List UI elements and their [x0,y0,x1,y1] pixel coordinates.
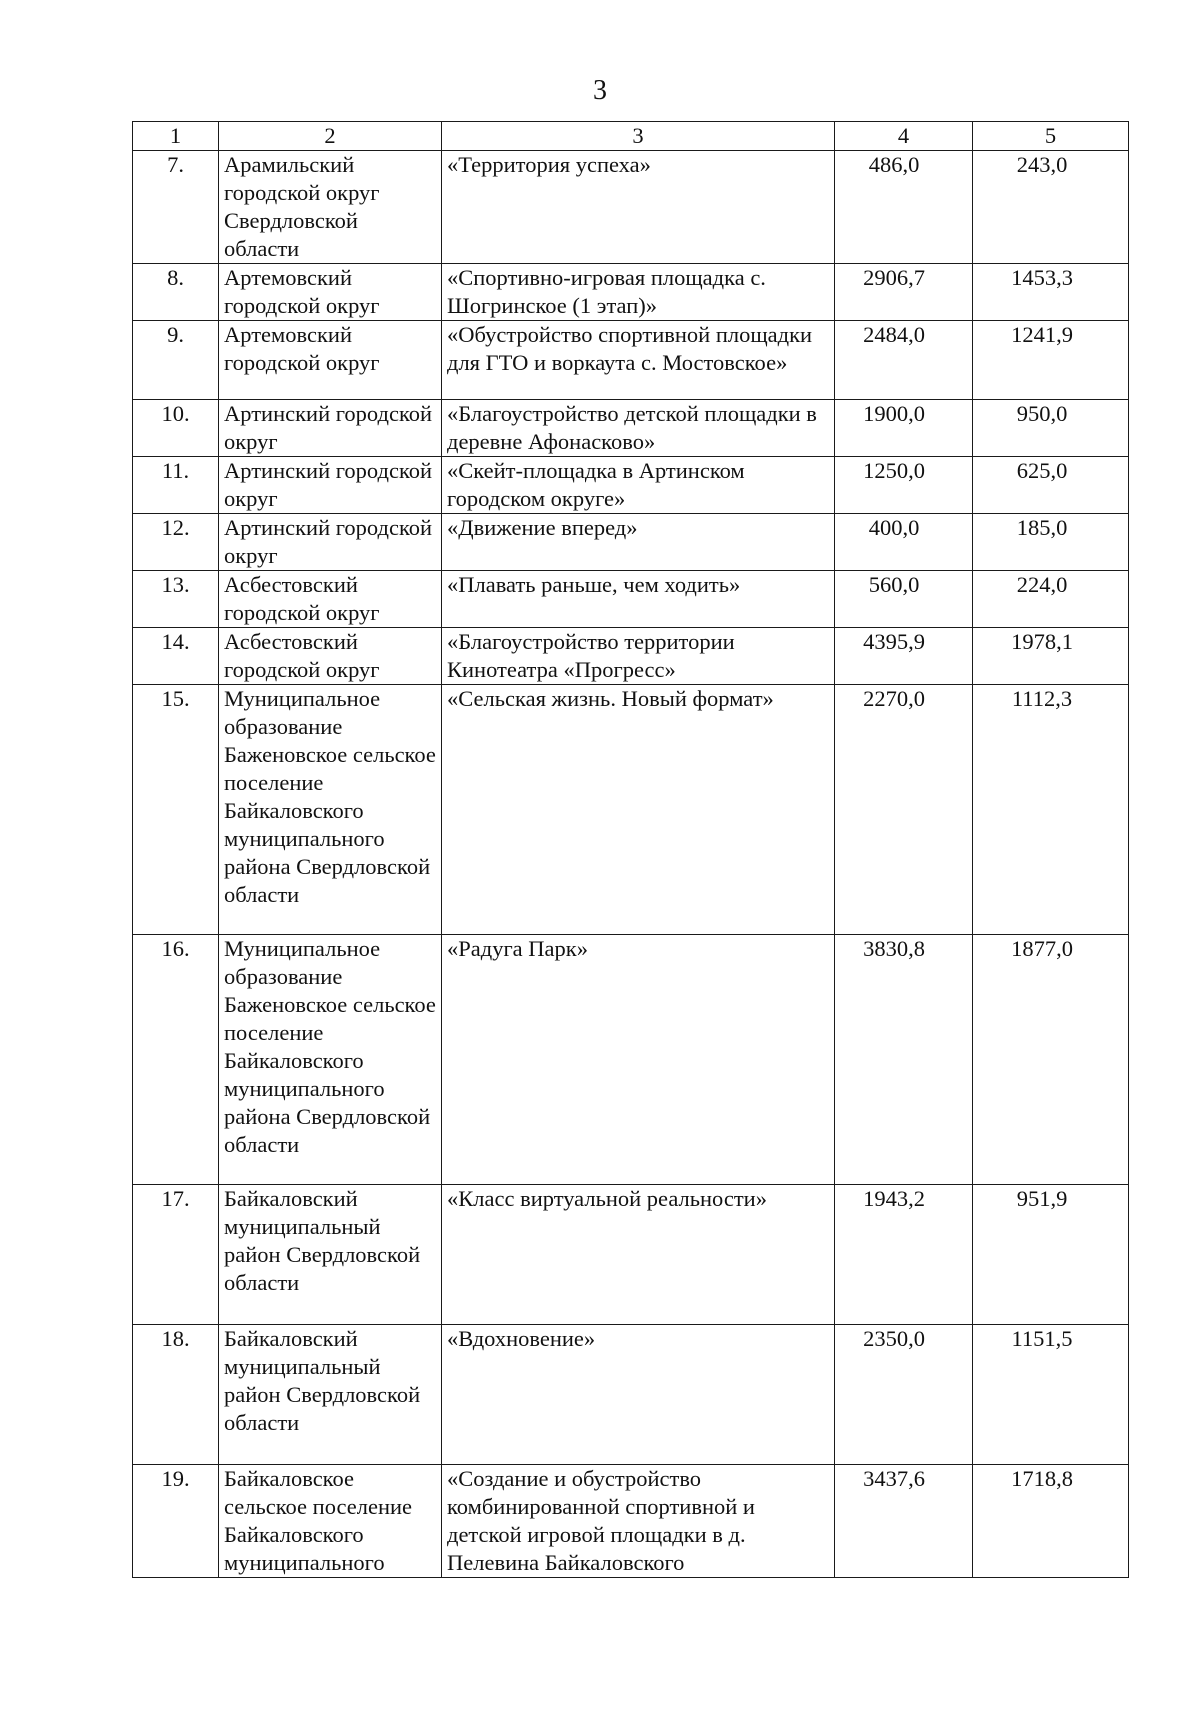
row-number: 12. [133,514,219,571]
project-name: «Обустройство спортивной площадки для ГТО и воркаута с. Мостовское» [442,321,835,400]
row-number: 11. [133,457,219,514]
municipality-name: Асбестовский городской округ [219,571,442,628]
table-row [133,1185,1129,1325]
col4-value: 3437,6 [835,1465,973,1578]
row-number: 19. [133,1465,219,1578]
table-row [133,457,1129,514]
project-name: «Благоустройство территории Кинотеатра «Прогресс» [442,628,835,685]
col5-value: 625,0 [973,457,1129,514]
col5-value: 1112,3 [973,685,1129,935]
municipality-name: Артинский городской округ [219,457,442,514]
municipality-name: Байкаловский муниципальный район Свердловской области [219,1325,442,1465]
table-row [133,514,1129,571]
project-name: «Благоустройство детской площадки в деревне Афонасково» [442,400,835,457]
project-name: «Вдохновение» [442,1325,835,1465]
row-number: 7. [133,151,219,264]
project-name: «Класс виртуальной реальности» [442,1185,835,1325]
col5-value: 951,9 [973,1185,1129,1325]
col4-value: 3830,8 [835,935,973,1185]
grants-table [132,121,1129,1578]
project-name: «Движение вперед» [442,514,835,571]
project-name: «Радуга Парк» [442,935,835,1185]
municipality-name: Муниципальное образование Баженовское сельское поселение Байкаловского муниципального района Свердловской области [219,935,442,1185]
table-row [133,400,1129,457]
table-row [133,628,1129,685]
municipality-name: Артинский городской округ [219,514,442,571]
project-name: «Плавать раньше, чем ходить» [442,571,835,628]
table-row [133,685,1129,935]
municipality-name: Артемовский городской округ [219,321,442,400]
col5-value: 1151,5 [973,1325,1129,1465]
header-col-1: 1 [133,122,219,151]
table-row [133,264,1129,321]
col4-value: 2484,0 [835,321,973,400]
municipality-name: Муниципальное образование Баженовское сельское поселение Байкаловского муниципального района Свердловской области [219,685,442,935]
col4-value: 1943,2 [835,1185,973,1325]
col4-value: 1900,0 [835,400,973,457]
row-number: 8. [133,264,219,321]
project-name: «Создание и обустройство комбинированной спортивной и детской игровой площадки в д. Пелевина Байкаловского [442,1465,835,1578]
municipality-name: Артемовский городской округ [219,264,442,321]
municipality-name: Артинский городской округ [219,400,442,457]
col4-value: 486,0 [835,151,973,264]
col4-value: 2270,0 [835,685,973,935]
col4-value: 560,0 [835,571,973,628]
table-row [133,1325,1129,1465]
table-row [133,151,1129,264]
project-name: «Сельская жизнь. Новый формат» [442,685,835,935]
page-number: 3 [593,75,607,106]
col5-value: 185,0 [973,514,1129,571]
row-number: 10. [133,400,219,457]
col4-value: 2906,7 [835,264,973,321]
col5-value: 1877,0 [973,935,1129,1185]
municipality-name: Байкаловский муниципальный район Свердловской области [219,1185,442,1325]
header-col-5: 5 [973,122,1129,151]
row-number: 16. [133,935,219,1185]
project-name: «Скейт-площадка в Артинском городском округе» [442,457,835,514]
header-col-4: 4 [835,122,973,151]
table-row [133,935,1129,1185]
col5-value: 243,0 [973,151,1129,264]
table-header-row [133,122,1129,151]
col5-value: 1241,9 [973,321,1129,400]
row-number: 9. [133,321,219,400]
municipality-name: Байкаловское сельское поселение Байкаловского муниципального [219,1465,442,1578]
row-number: 14. [133,628,219,685]
header-col-2: 2 [219,122,442,151]
table-row [133,571,1129,628]
project-name: «Спортивно-игровая площадка с. Шогринское (1 этап)» [442,264,835,321]
col5-value: 224,0 [973,571,1129,628]
col5-value: 1453,3 [973,264,1129,321]
row-number: 18. [133,1325,219,1465]
row-number: 13. [133,571,219,628]
header-col-3: 3 [442,122,835,151]
row-number: 15. [133,685,219,935]
col4-value: 400,0 [835,514,973,571]
col4-value: 1250,0 [835,457,973,514]
table-row [133,321,1129,400]
row-number: 17. [133,1185,219,1325]
col5-value: 950,0 [973,400,1129,457]
table-row [133,1465,1129,1578]
col5-value: 1718,8 [973,1465,1129,1578]
col4-value: 4395,9 [835,628,973,685]
municipality-name: Арамильский городской округ Свердловской области [219,151,442,264]
col5-value: 1978,1 [973,628,1129,685]
col4-value: 2350,0 [835,1325,973,1465]
municipality-name: Асбестовский городской округ [219,628,442,685]
project-name: «Территория успеха» [442,151,835,264]
